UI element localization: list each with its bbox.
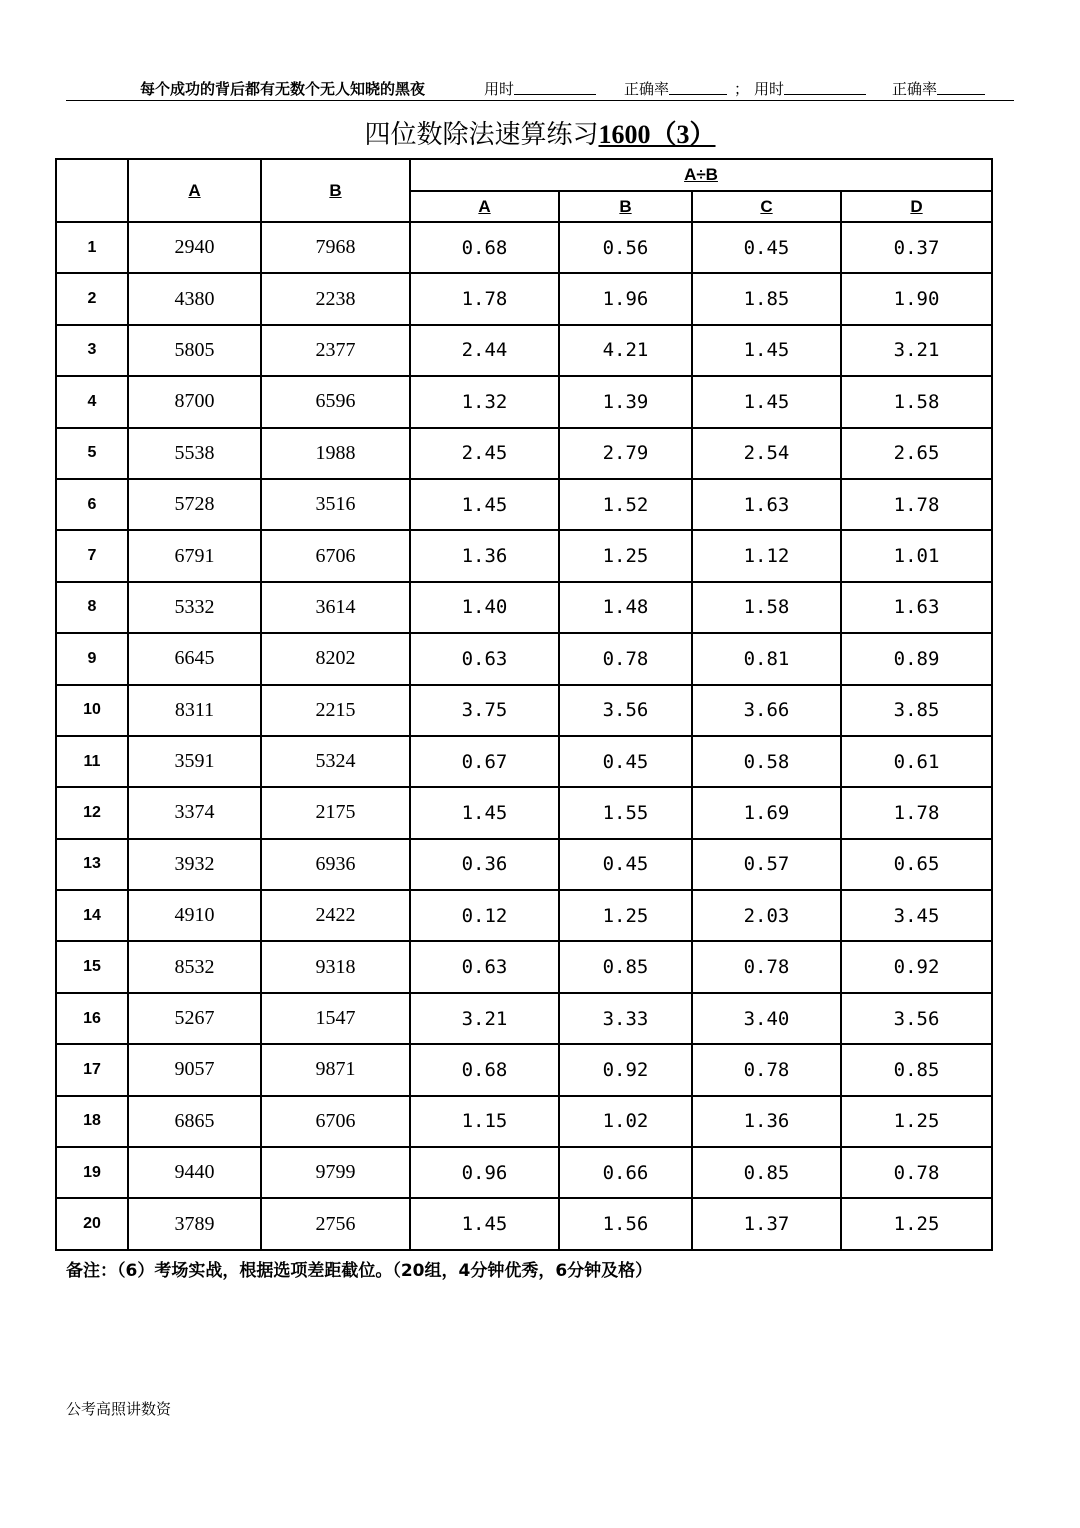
option-b-cell: 0.45	[559, 736, 692, 787]
table-row	[56, 530, 992, 581]
option-a-cell: 1.45	[410, 1198, 559, 1249]
table-row	[56, 633, 992, 684]
row-index: 17	[56, 1044, 128, 1095]
option-d-cell: 1.01	[841, 530, 992, 581]
option-c-cell: 1.12	[692, 530, 841, 581]
page-title	[0, 114, 1080, 151]
option-d-cell: 0.89	[841, 633, 992, 684]
option-a-cell: 1.40	[410, 582, 559, 633]
option-d-cell: 0.65	[841, 839, 992, 890]
dividend-cell: 8311	[128, 685, 261, 736]
dividend-cell: 9440	[128, 1147, 261, 1198]
option-b-cell: 0.92	[559, 1044, 692, 1095]
index-header-cell	[56, 159, 128, 222]
dividend-cell: 5805	[128, 325, 261, 376]
option-a-cell: 2.45	[410, 428, 559, 479]
option-a-cell: 0.63	[410, 633, 559, 684]
option-c-cell: 0.81	[692, 633, 841, 684]
dividend-cell: 3789	[128, 1198, 261, 1249]
option-b-cell: 1.48	[559, 582, 692, 633]
motto-text: 每个成功的背后都有无数个无人知晓的黑夜	[140, 80, 426, 98]
page-header	[66, 76, 1014, 100]
option-a-cell: 1.45	[410, 787, 559, 838]
option-a-cell: 0.36	[410, 839, 559, 890]
divisor-cell: 9799	[261, 1147, 410, 1198]
option-a-cell: 1.45	[410, 479, 559, 530]
option-c-cell: 2.54	[692, 428, 841, 479]
header-option-c: C	[692, 191, 841, 222]
dividend-cell: 3591	[128, 736, 261, 787]
option-d-cell: 0.37	[841, 222, 992, 273]
header-rule	[66, 100, 1014, 101]
row-index: 19	[56, 1147, 128, 1198]
divisor-cell: 8202	[261, 633, 410, 684]
divisor-cell: 2756	[261, 1198, 410, 1249]
time-label-2: 用时	[754, 78, 784, 99]
option-b-cell: 1.56	[559, 1198, 692, 1249]
header-b: B	[261, 159, 410, 222]
header-option-a: A	[410, 191, 559, 222]
option-b-cell: 1.25	[559, 890, 692, 941]
option-d-cell: 1.63	[841, 582, 992, 633]
option-d-cell: 3.85	[841, 685, 992, 736]
option-d-cell: 0.61	[841, 736, 992, 787]
accuracy-blank-2[interactable]	[937, 80, 985, 95]
option-c-cell: 0.58	[692, 736, 841, 787]
option-d-cell: 1.58	[841, 376, 992, 427]
option-a-cell: 1.32	[410, 376, 559, 427]
table-row	[56, 1147, 992, 1198]
option-c-cell: 3.66	[692, 685, 841, 736]
accuracy-label-2: 正确率	[892, 78, 937, 99]
option-c-cell: 1.37	[692, 1198, 841, 1249]
row-index: 11	[56, 736, 128, 787]
divisor-cell: 9871	[261, 1044, 410, 1095]
accuracy-label-1: 正确率	[624, 78, 669, 99]
divisor-cell: 2422	[261, 890, 410, 941]
option-d-cell: 3.56	[841, 993, 992, 1044]
header-a: A	[128, 159, 261, 222]
row-index: 15	[56, 941, 128, 992]
dividend-cell: 5728	[128, 479, 261, 530]
row-index: 2	[56, 273, 128, 324]
dividend-cell: 5267	[128, 993, 261, 1044]
option-c-cell: 1.69	[692, 787, 841, 838]
table-row	[56, 993, 992, 1044]
option-a-cell: 1.36	[410, 530, 559, 581]
title-main: 四位数除法速算练习	[364, 120, 599, 150]
row-index: 10	[56, 685, 128, 736]
option-a-cell: 3.21	[410, 993, 559, 1044]
divisor-cell: 2175	[261, 787, 410, 838]
option-a-cell: 2.44	[410, 325, 559, 376]
option-d-cell: 2.65	[841, 428, 992, 479]
option-a-cell: 0.63	[410, 941, 559, 992]
header-separator: ；	[734, 80, 750, 98]
divisor-cell: 6596	[261, 376, 410, 427]
table-row	[56, 1198, 992, 1249]
row-index: 13	[56, 839, 128, 890]
option-c-cell: 0.78	[692, 1044, 841, 1095]
table-row	[56, 839, 992, 890]
header-option-d: D	[841, 191, 992, 222]
table-row	[56, 325, 992, 376]
table-row	[56, 787, 992, 838]
option-c-cell: 1.58	[692, 582, 841, 633]
divisor-cell: 1988	[261, 428, 410, 479]
table-row	[56, 1044, 992, 1095]
dividend-cell: 6865	[128, 1096, 261, 1147]
option-b-cell: 0.85	[559, 941, 692, 992]
row-index: 5	[56, 428, 128, 479]
table-row	[56, 428, 992, 479]
row-index: 8	[56, 582, 128, 633]
option-a-cell: 0.67	[410, 736, 559, 787]
table-row	[56, 685, 992, 736]
option-b-cell: 1.96	[559, 273, 692, 324]
option-b-cell: 1.55	[559, 787, 692, 838]
row-index: 9	[56, 633, 128, 684]
dividend-cell: 4380	[128, 273, 261, 324]
footer-text: 公考高照讲数资	[66, 1400, 172, 1418]
practice-table	[55, 158, 993, 1251]
divisor-cell: 1547	[261, 993, 410, 1044]
option-d-cell: 3.21	[841, 325, 992, 376]
title-suffix: 1600（3）	[598, 120, 716, 149]
option-c-cell: 0.78	[692, 941, 841, 992]
option-b-cell: 1.52	[559, 479, 692, 530]
accuracy-blank-1[interactable]	[669, 80, 727, 95]
dividend-cell: 6645	[128, 633, 261, 684]
option-c-cell: 3.40	[692, 993, 841, 1044]
option-c-cell: 2.03	[692, 890, 841, 941]
table-row	[56, 479, 992, 530]
dividend-cell: 6791	[128, 530, 261, 581]
dividend-cell: 9057	[128, 1044, 261, 1095]
option-b-cell: 0.45	[559, 839, 692, 890]
table-row	[56, 1096, 992, 1147]
option-b-cell: 2.79	[559, 428, 692, 479]
option-b-cell: 4.21	[559, 325, 692, 376]
option-c-cell: 1.45	[692, 325, 841, 376]
table-row	[56, 273, 992, 324]
option-a-cell: 0.12	[410, 890, 559, 941]
table-row	[56, 941, 992, 992]
dividend-cell: 4910	[128, 890, 261, 941]
dividend-cell: 2940	[128, 222, 261, 273]
row-index: 14	[56, 890, 128, 941]
divisor-cell: 2215	[261, 685, 410, 736]
row-index: 7	[56, 530, 128, 581]
option-b-cell: 3.33	[559, 993, 692, 1044]
option-c-cell: 1.45	[692, 376, 841, 427]
option-b-cell: 3.56	[559, 685, 692, 736]
option-a-cell: 1.15	[410, 1096, 559, 1147]
option-c-cell: 1.85	[692, 273, 841, 324]
table-row	[56, 222, 992, 273]
option-d-cell: 1.78	[841, 787, 992, 838]
dividend-cell: 3932	[128, 839, 261, 890]
row-index: 1	[56, 222, 128, 273]
option-a-cell: 0.68	[410, 1044, 559, 1095]
option-c-cell: 0.57	[692, 839, 841, 890]
divisor-cell: 5324	[261, 736, 410, 787]
row-index: 6	[56, 479, 128, 530]
option-d-cell: 1.25	[841, 1198, 992, 1249]
header-quotient-group: A÷B	[410, 159, 992, 191]
row-index: 4	[56, 376, 128, 427]
option-b-cell: 0.56	[559, 222, 692, 273]
option-b-cell: 1.25	[559, 530, 692, 581]
table-row	[56, 582, 992, 633]
option-b-cell: 1.02	[559, 1096, 692, 1147]
note-text: 备注：（6）考场实战，根据选项差距截位。（20组，4分钟优秀，6分钟及格）	[66, 1261, 653, 1281]
option-c-cell: 1.63	[692, 479, 841, 530]
option-a-cell: 3.75	[410, 685, 559, 736]
time-label-1: 用时	[484, 78, 514, 99]
divisor-cell: 7968	[261, 222, 410, 273]
dividend-cell: 5538	[128, 428, 261, 479]
row-index: 16	[56, 993, 128, 1044]
option-b-cell: 1.39	[559, 376, 692, 427]
option-d-cell: 0.85	[841, 1044, 992, 1095]
option-a-cell: 1.78	[410, 273, 559, 324]
dividend-cell: 8700	[128, 376, 261, 427]
option-d-cell: 0.92	[841, 941, 992, 992]
option-d-cell: 0.78	[841, 1147, 992, 1198]
divisor-cell: 3614	[261, 582, 410, 633]
option-d-cell: 3.45	[841, 890, 992, 941]
option-a-cell: 0.96	[410, 1147, 559, 1198]
option-c-cell: 0.45	[692, 222, 841, 273]
time-blank-2[interactable]	[784, 80, 866, 95]
table-row	[56, 736, 992, 787]
row-index: 12	[56, 787, 128, 838]
option-d-cell: 1.78	[841, 479, 992, 530]
option-a-cell: 0.68	[410, 222, 559, 273]
option-b-cell: 0.66	[559, 1147, 692, 1198]
dividend-cell: 8532	[128, 941, 261, 992]
divisor-cell: 9318	[261, 941, 410, 992]
divisor-cell: 6936	[261, 839, 410, 890]
header-option-b: B	[559, 191, 692, 222]
time-blank-1[interactable]	[514, 80, 596, 95]
table-row	[56, 890, 992, 941]
table-row	[56, 376, 992, 427]
option-b-cell: 0.78	[559, 633, 692, 684]
option-c-cell: 0.85	[692, 1147, 841, 1198]
divisor-cell: 6706	[261, 1096, 410, 1147]
divisor-cell: 2238	[261, 273, 410, 324]
row-index: 20	[56, 1198, 128, 1249]
dividend-cell: 5332	[128, 582, 261, 633]
divisor-cell: 3516	[261, 479, 410, 530]
dividend-cell: 3374	[128, 787, 261, 838]
divisor-cell: 2377	[261, 325, 410, 376]
row-index: 3	[56, 325, 128, 376]
row-index: 18	[56, 1096, 128, 1147]
option-d-cell: 1.25	[841, 1096, 992, 1147]
option-d-cell: 1.90	[841, 273, 992, 324]
option-c-cell: 1.36	[692, 1096, 841, 1147]
divisor-cell: 6706	[261, 530, 410, 581]
